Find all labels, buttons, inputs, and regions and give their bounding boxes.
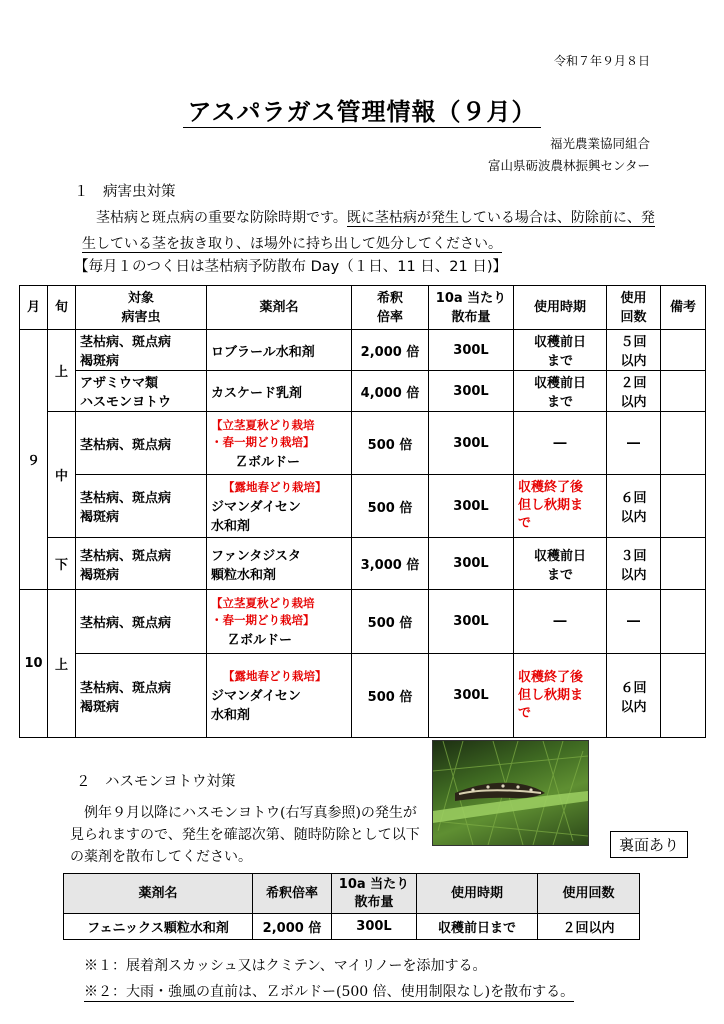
timing-l1: 収穫終了後 — [518, 480, 584, 495]
count-l2: 以内 — [620, 510, 647, 525]
pesticide-l1: ジマンダイセン — [211, 689, 301, 704]
target-l1: 茎枯病、斑点病 — [80, 548, 172, 564]
table-header-row — [64, 874, 640, 914]
target-cell — [76, 654, 207, 738]
amount-cell: 300L — [429, 475, 514, 538]
table-row — [20, 654, 706, 738]
pesticide-cell — [207, 330, 352, 371]
col-remarks: 備考 — [661, 286, 706, 330]
target-cell — [76, 590, 207, 654]
dilution-cell: 3,000 倍 — [352, 538, 429, 590]
page-title — [0, 92, 724, 127]
footnote-1: ※１：展着剤スカッシュ又はクミテン、マイリノーを添加する。 — [84, 958, 487, 974]
target-cell — [76, 371, 207, 412]
back-page-note: 裏面あり — [610, 831, 688, 858]
count-l2: 以内 — [620, 395, 647, 410]
target-l2: 褐斑病 — [80, 510, 120, 525]
col-target-l1: 対象 — [127, 290, 154, 306]
target-l2: 褐斑病 — [80, 699, 120, 715]
count-l2: 以内 — [620, 699, 647, 715]
count-l1: ６回 — [620, 680, 647, 696]
col-timing: 使用時期 — [417, 874, 538, 914]
count-cell: ― — [607, 412, 661, 475]
period-cell-mid: 中 — [48, 412, 76, 538]
pesticide-l2: 顆粒水和剤 — [211, 567, 277, 583]
timing-cell — [514, 654, 607, 738]
col-count-l2: 回数 — [620, 309, 647, 325]
pesticide-l1: ロブラール水和剤 — [211, 344, 315, 360]
cultivation-note — [211, 595, 347, 629]
col-amount-l1: 10a 当たり — [435, 290, 507, 306]
col-count — [607, 286, 661, 330]
pesticide-schedule-table — [19, 285, 706, 738]
count-cell — [607, 654, 661, 738]
target-l1: 茎枯病、斑点病 — [80, 616, 172, 631]
timing-l1: 収穫前日 — [533, 548, 586, 564]
count-cell — [607, 475, 661, 538]
pesticide-l1: Ｚボルドー — [235, 454, 301, 470]
pesticide-l1: ファンタジスタ — [211, 548, 301, 564]
pesticide-l2: 水和剤 — [211, 708, 251, 723]
timing-l2: まで — [546, 354, 573, 369]
count-cell — [607, 371, 661, 412]
table-row — [20, 412, 706, 475]
col-dilution-l2: 倍率 — [376, 309, 403, 325]
count-l1: ５回 — [620, 335, 647, 350]
note-l2: ・春一期どり栽培】 — [211, 434, 315, 449]
timing-l1: 収穫前日 — [533, 335, 586, 350]
pesticide-l1: Ｚボルドー — [227, 633, 293, 648]
note-l2: ・春一期どり栽培】 — [211, 613, 315, 627]
count-l1: ２回 — [620, 376, 647, 391]
pesticide-cell — [207, 538, 352, 590]
org-name-2: 富山県砺波農林振興センター — [487, 158, 650, 173]
target-l1: 茎枯病、斑点病 — [80, 680, 172, 696]
amount-cell: 300L — [429, 330, 514, 371]
timing-l2: 但し秋期ま — [518, 687, 584, 703]
remarks-cell — [661, 412, 706, 475]
col-dilution-l1: 希釈 — [376, 290, 403, 306]
table-row — [20, 590, 706, 654]
table-row — [20, 371, 706, 412]
col-amount-l2: 散布量 — [354, 894, 394, 910]
section1-para-b: 既に茎枯病が発生している場合は、防除前に、発生している茎を抜き取り、ほ場外に持ち出して処分してください。 — [82, 210, 655, 252]
pesticide-cell — [207, 371, 352, 412]
remarks-cell — [661, 371, 706, 412]
timing-cell — [514, 475, 607, 538]
target-l1: 茎枯病、斑点病 — [80, 335, 172, 350]
armyworm-pesticide-table — [63, 873, 640, 940]
amount-cell: 300L — [429, 371, 514, 412]
target-cell — [76, 538, 207, 590]
section2-heading: ２ ハスモンヨトウ対策 — [76, 774, 236, 790]
timing-l2: まで — [546, 395, 573, 410]
period-cell-early-oct: 上 — [48, 590, 76, 738]
col-dilution: 希釈倍率 — [253, 874, 332, 914]
amount-cell: 300L — [429, 538, 514, 590]
remarks-cell — [661, 590, 706, 654]
dilution-cell: 500 倍 — [352, 475, 429, 538]
cultivation-note: 【露地春どり栽培】 — [223, 669, 327, 683]
pesticide-cell — [207, 475, 352, 538]
table-header-row — [20, 286, 706, 330]
pesticide-l2: 水和剤 — [211, 518, 251, 534]
count-l2: 以内 — [620, 567, 647, 583]
count-l2: 以内 — [620, 354, 647, 369]
col-target-l2: 病害虫 — [121, 309, 161, 325]
count-cell — [607, 538, 661, 590]
pesticide-cell: フェニックス顆粒水和剤 — [64, 914, 253, 940]
timing-cell: ― — [514, 412, 607, 475]
period-cell-late: 下 — [48, 538, 76, 590]
table-row — [20, 330, 706, 371]
col-count-l1: 使用 — [620, 290, 647, 306]
col-dilution — [352, 286, 429, 330]
target-cell — [76, 330, 207, 371]
pesticide-cell — [207, 590, 352, 654]
pesticide-cell — [207, 412, 352, 475]
target-l2: ハスモンヨトウ — [80, 395, 172, 410]
count-l1: ６回 — [620, 491, 647, 506]
timing-cell: 収穫前日まで — [417, 914, 538, 940]
dilution-cell: 500 倍 — [352, 412, 429, 475]
count-l1: ３回 — [620, 548, 647, 564]
month-cell-10: 10 — [20, 590, 48, 738]
col-amount — [429, 286, 514, 330]
period-cell-early: 上 — [48, 330, 76, 412]
amount-cell: 300L — [429, 654, 514, 738]
timing-l3: で — [518, 516, 532, 531]
spray-day-note: 【毎月１のつく日は茎枯病予防散布 Day（１日、11 日、21 日)】 — [74, 259, 508, 275]
pesticide-l1: ジマンダイセン — [211, 499, 301, 515]
table-row — [20, 475, 706, 538]
timing-cell — [514, 330, 607, 371]
col-timing: 使用時期 — [514, 286, 607, 330]
count-cell — [607, 330, 661, 371]
dilution-cell: 2,000 倍 — [253, 914, 332, 940]
timing-cell — [514, 538, 607, 590]
table-row — [64, 914, 640, 940]
remarks-cell — [661, 538, 706, 590]
col-pesticide: 薬剤名 — [207, 286, 352, 330]
target-l2: 褐斑病 — [80, 354, 120, 369]
target-cell — [76, 412, 207, 475]
dilution-cell: 500 倍 — [352, 590, 429, 654]
section1-paragraph — [82, 205, 657, 257]
amount-cell: 300L — [429, 412, 514, 475]
dilution-cell: 2,000 倍 — [352, 330, 429, 371]
month-cell-9: ９ — [20, 330, 48, 590]
cultivation-note — [211, 417, 347, 451]
table-row — [20, 538, 706, 590]
cultivation-note: 【露地春どり栽培】 — [223, 479, 327, 494]
timing-cell: ― — [514, 590, 607, 654]
section2-paragraph: 例年９月以降にハスモンヨトウ(右写真参照)の発生が見られますので、発生を確認次第、随時防除として以下の薬剤を散布してください。 — [70, 805, 420, 865]
col-amount — [332, 874, 417, 914]
col-amount-l1: 10a 当たり — [338, 876, 410, 892]
org-name-1: 福光農業協同組合 — [549, 136, 650, 151]
count-cell: ２回以内 — [538, 914, 640, 940]
amount-cell: 300L — [332, 914, 417, 940]
dilution-cell: 500 倍 — [352, 654, 429, 738]
caterpillar-photo-art — [433, 741, 588, 845]
target-cell — [76, 475, 207, 538]
note-l1: 【立茎夏秋どり栽培 — [211, 596, 315, 610]
target-l1: 茎枯病、斑点病 — [80, 491, 172, 506]
amount-cell: 300L — [429, 590, 514, 654]
remarks-cell — [661, 475, 706, 538]
count-cell: ― — [607, 590, 661, 654]
col-period: 旬 — [48, 286, 76, 330]
timing-cell — [514, 371, 607, 412]
col-count: 使用回数 — [538, 874, 640, 914]
caterpillar-photo — [432, 740, 589, 846]
target-l2: 褐斑病 — [80, 567, 120, 583]
dilution-cell: 4,000 倍 — [352, 371, 429, 412]
pesticide-l1: カスケード乳剤 — [211, 385, 303, 401]
timing-l2: まで — [546, 567, 573, 583]
remarks-cell — [661, 330, 706, 371]
page-title-text: アスパラガス管理情報（９月） — [183, 98, 540, 128]
footnote-2: ※２：大雨・強風の直前は、Ｚボルドー(500 倍、使用制限なし)を散布する。 — [84, 981, 574, 1002]
pesticide-cell — [207, 654, 352, 738]
timing-l1: 収穫前日 — [533, 376, 586, 391]
timing-l1: 収穫終了後 — [518, 669, 584, 685]
issue-date: 令和７年９月８日 — [553, 54, 650, 68]
col-amount-l2: 散布量 — [451, 309, 491, 325]
timing-l3: で — [518, 705, 532, 721]
target-l1: 茎枯病、斑点病 — [80, 437, 172, 453]
section1-para-a: 茎枯病と斑点病の重要な防除時期です。 — [96, 210, 347, 226]
timing-l2: 但し秋期ま — [518, 498, 584, 513]
note-l1: 【立茎夏秋どり栽培 — [211, 417, 315, 432]
col-pesticide: 薬剤名 — [64, 874, 253, 914]
col-target — [76, 286, 207, 330]
target-l1: アザミウマ類 — [80, 376, 159, 391]
section1-heading: １ 病害虫対策 — [74, 184, 176, 200]
col-month: 月 — [20, 286, 48, 330]
remarks-cell — [661, 654, 706, 738]
